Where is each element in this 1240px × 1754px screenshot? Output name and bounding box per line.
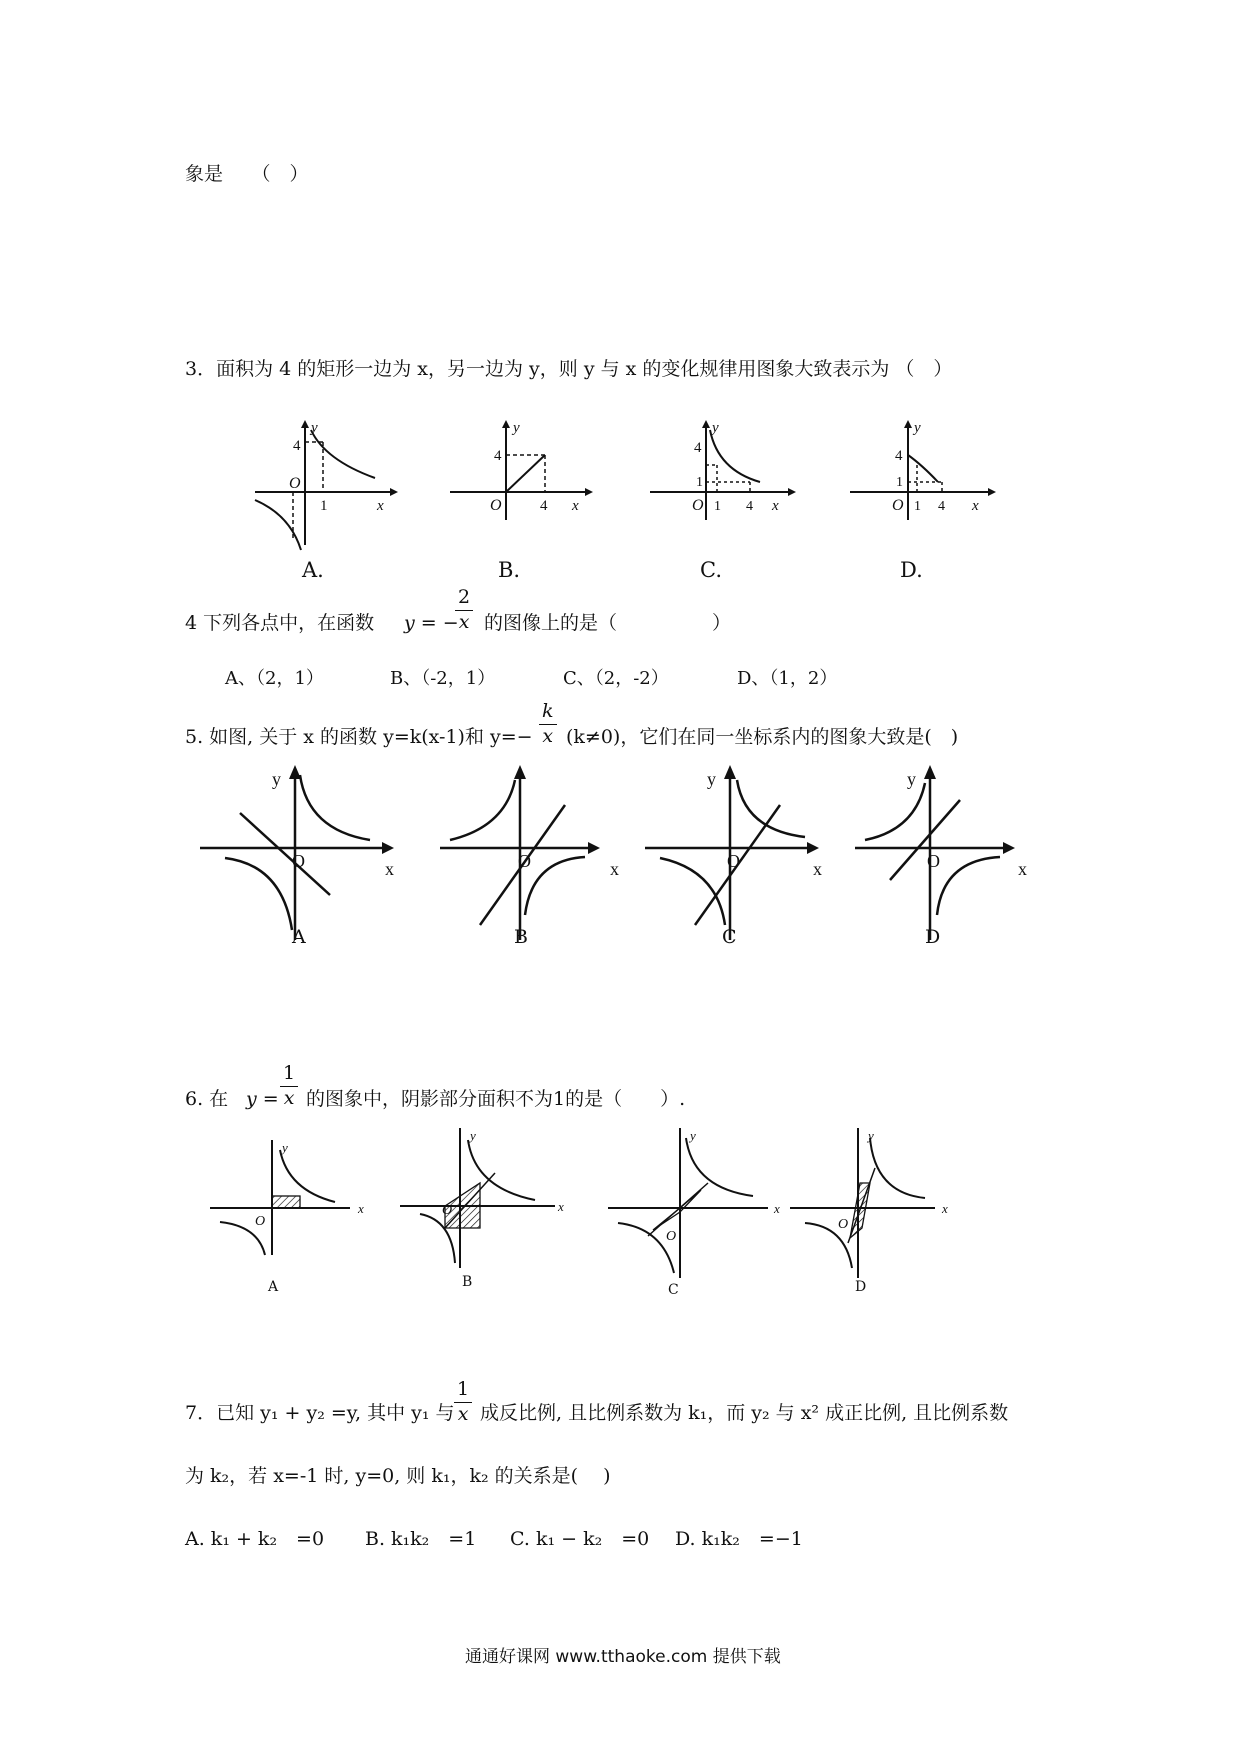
q4-option-d: D、（1，2） xyxy=(737,668,838,689)
tick-1: 1 xyxy=(896,475,903,490)
header-fragment: 象是 （ ） xyxy=(185,163,309,185)
q4-prefix: 4 下列各点中，在函数 xyxy=(185,612,375,634)
q3-text: 3．面积为 4 的矩形一边为 x，另一边为 y，则 y 与 x 的变化规律用图象大致表示为 （ ） xyxy=(185,358,953,380)
q7-frac-num: 1 xyxy=(454,1380,472,1403)
q7-option-c: C. k₁ − k₂ =0 xyxy=(510,1528,650,1550)
y-label: y xyxy=(282,1140,288,1155)
y-label: y xyxy=(868,1128,874,1143)
x-label: x xyxy=(572,498,579,514)
q6-y-eq: y = xyxy=(246,1088,279,1110)
q5-frac-num: k xyxy=(539,702,557,725)
q5-graph-c xyxy=(645,765,845,948)
q5-graph-a xyxy=(200,765,400,948)
q3-option-b: B. xyxy=(498,558,521,582)
q3-graph-b xyxy=(450,420,600,520)
q7-line1-a: 7．已知 y₁ + y₂ =y, 其中 y₁ 与 xyxy=(185,1402,455,1424)
origin-label: O xyxy=(727,851,740,871)
x-label: x xyxy=(358,1201,364,1216)
q7-option-b: B. k₁k₂ =1 xyxy=(365,1528,477,1550)
origin-label: O xyxy=(292,851,305,871)
q3-graph-c xyxy=(650,420,800,520)
y-label: y xyxy=(712,420,719,436)
x-label: x xyxy=(942,1201,948,1216)
y-label: y xyxy=(707,769,716,789)
q6-graph-b xyxy=(400,1128,570,1268)
x-label: x xyxy=(610,859,619,879)
q4-option-a: A、（2，1） xyxy=(225,668,324,689)
q4-fraction xyxy=(455,588,473,633)
q6-option-a: A xyxy=(268,1279,279,1295)
y-label: y xyxy=(272,769,281,789)
page-footer: 通通好课网 www.tthaoke.com 提供下载 xyxy=(465,1647,781,1667)
tick-4: 4 xyxy=(895,448,903,464)
origin-label: O xyxy=(666,1229,677,1244)
y-label: y xyxy=(914,420,921,436)
q4-suffix: 的图像上的是（ ） xyxy=(484,612,732,634)
q5-frac-den: x xyxy=(542,724,554,747)
q6-suffix: 的图象中，阴影部分面积不为1的是（ ）. xyxy=(306,1088,686,1110)
q5-fraction xyxy=(539,702,557,747)
tick-1: 1 xyxy=(696,475,703,490)
q3-option-c: C. xyxy=(700,558,722,582)
y-label: y xyxy=(907,769,916,789)
q5-prefix: 5. 如图, 关于 x 的函数 y=k(x-1)和 y=− xyxy=(185,726,533,748)
tick-1: 1 xyxy=(320,498,328,514)
q7-fraction xyxy=(454,1380,472,1425)
tick-4: 4 xyxy=(694,440,702,456)
origin-label: O xyxy=(490,497,502,514)
q7-line2: 为 k₂，若 x=-1 时, y=0, 则 k₁，k₂ 的关系是( ) xyxy=(185,1465,611,1487)
q5-graph-d xyxy=(855,765,1055,948)
q6-frac-den: x xyxy=(283,1086,295,1109)
q5-option-d: D xyxy=(925,926,941,948)
q6-graph-c xyxy=(608,1128,788,1278)
q6-graph-d xyxy=(790,1128,970,1278)
q4-option-c: C、（2，-2） xyxy=(563,668,669,689)
q6-option-d: D xyxy=(855,1279,867,1295)
tick-4: 4 xyxy=(938,499,945,514)
tick-1: 1 xyxy=(914,499,921,514)
q6-graph-a xyxy=(210,1140,380,1260)
x-label: x xyxy=(377,498,384,514)
q5-option-c: C xyxy=(722,926,737,948)
tick-1: 1 xyxy=(714,499,721,514)
y-label: y xyxy=(690,1128,696,1143)
origin-label: O xyxy=(927,851,940,871)
x-label: x xyxy=(972,498,979,514)
x-label: x xyxy=(813,859,822,879)
q6-frac-num: 1 xyxy=(280,1064,298,1087)
origin-label: O xyxy=(892,497,904,514)
q5-graph-b xyxy=(440,765,640,948)
y-label: y xyxy=(311,420,318,436)
x-label: x xyxy=(772,498,779,514)
q6-option-b: B xyxy=(462,1274,473,1290)
origin-label: O xyxy=(255,1214,266,1229)
q5-option-b: B xyxy=(514,926,528,948)
x-label: x xyxy=(1018,859,1027,879)
origin-label: O xyxy=(692,497,704,514)
q3-graph-d xyxy=(850,420,1000,520)
y-label: y xyxy=(513,420,520,436)
origin-label: O xyxy=(518,851,531,871)
tick-4: 4 xyxy=(293,438,301,454)
origin-label: O xyxy=(289,475,301,492)
q3-option-a: A. xyxy=(302,558,324,582)
q5-option-a: A xyxy=(292,926,306,948)
tick-4: 4 xyxy=(746,499,753,514)
q4-option-b: B、（-2，1） xyxy=(390,668,496,689)
q3-graph-a xyxy=(245,420,395,560)
x-label: x xyxy=(774,1201,780,1216)
y-label: y xyxy=(470,1128,476,1143)
x-label: x xyxy=(385,859,394,879)
q4-frac-num: 2 xyxy=(455,588,473,611)
q4-frac-den: x xyxy=(458,610,470,633)
q6-option-c: C xyxy=(668,1282,679,1298)
q5-suffix: (k≠0)，它们在同一坐标系内的图象大致是( ) xyxy=(566,726,959,748)
q3-option-d: D. xyxy=(900,558,923,582)
tick-4: 4 xyxy=(540,498,548,514)
q6-fraction xyxy=(280,1064,298,1109)
origin-label: O xyxy=(442,1203,453,1218)
q7-option-a: A. k₁ + k₂ =0 xyxy=(185,1528,325,1550)
q4-y-eq: y = − xyxy=(404,612,459,634)
q7-line1-b: 成反比例, 且比例系数为 k₁，而 y₂ 与 x² 成正比例, 且比例系数 xyxy=(480,1402,1009,1424)
q7-frac-den: x xyxy=(457,1402,469,1425)
q7-option-d: D. k₁k₂ =−1 xyxy=(675,1528,803,1550)
tick-4: 4 xyxy=(494,448,502,464)
origin-label: O xyxy=(838,1217,849,1232)
x-label: x xyxy=(558,1199,564,1214)
q6-prefix: 6. 在 xyxy=(185,1088,229,1110)
